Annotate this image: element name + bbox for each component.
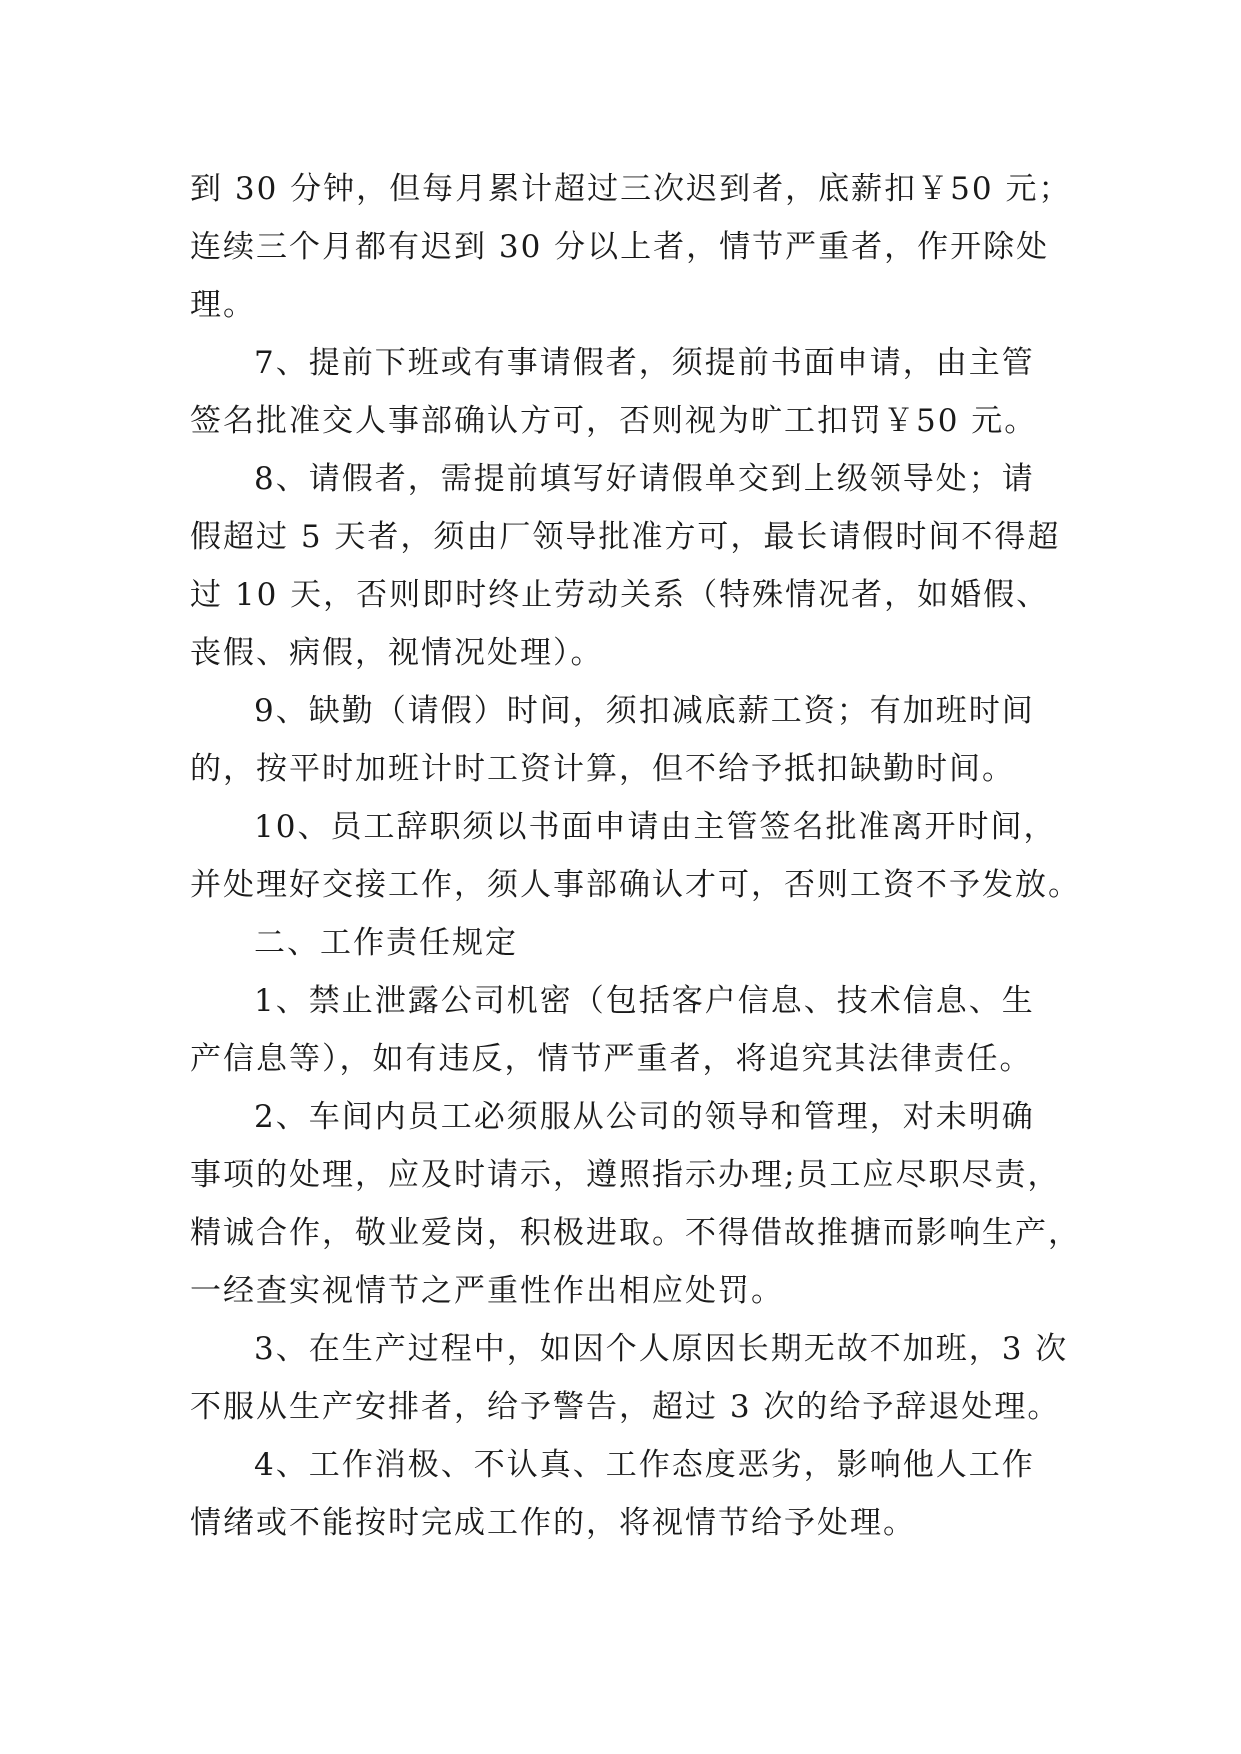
paragraph-3-start: 3、在生产过程中，如因个人原因长期无故不加班，3 次 (254, 1331, 1069, 1367)
document-page (190, 160, 1081, 1552)
text-line: 理。 (190, 287, 256, 323)
text-line: 不服从生产安排者，给予警告，超过 3 次的给予辞退处理。 (190, 1389, 1061, 1425)
paragraph-4-start: 4、工作消极、不认真、工作态度恶劣，影响他人工作 (254, 1447, 1035, 1483)
text-line: 到 30 分钟，但每月累计超过三次迟到者，底薪扣￥50 元； (190, 171, 1072, 207)
text-line: 签名批准交人事部确认方可，否则视为旷工扣罚￥50 元。 (190, 403, 1038, 439)
text-line: 并处理好交接工作，须人事部确认才可，否则工资不予发放。 (190, 867, 1081, 903)
text-line: 一经查实视情节之严重性作出相应处罚。 (190, 1273, 784, 1309)
text-line: 事项的处理，应及时请示，遵照指示办理;员工应尽职尽责， (190, 1157, 1061, 1193)
text-line: 过 10 天，否则即时终止劳动关系（特殊情况者，如婚假、 (190, 577, 1050, 613)
paragraph-2-start: 2、车间内员工必须服从公司的领导和管理，对未明确 (254, 1099, 1035, 1135)
text-line: 情绪或不能按时完成工作的，将视情节给予处理。 (190, 1505, 916, 1541)
text-line: 的，按平时加班计时工资计算，但不给予抵扣缺勤时间。 (190, 751, 1015, 787)
text-line: 连续三个月都有迟到 30 分以上者，情节严重者，作开除处 (190, 229, 1050, 265)
text-line: 精诚合作，敬业爱岗，积极进取。不得借故推搪而影响生产， (190, 1215, 1081, 1251)
text-line: 丧假、病假，视情况处理）。 (190, 635, 604, 671)
paragraph-10-start: 10、员工辞职须以书面申请由主管签名批准离开时间， (254, 809, 1057, 845)
paragraph-1-start: 1、禁止泄露公司机密（包括客户信息、技术信息、生 (254, 983, 1035, 1019)
text-line: 假超过 5 天者，须由厂领导批准方可，最长请假时间不得超 (190, 519, 1061, 555)
paragraph-9-start: 9、缺勤（请假）时间，须扣减底薪工资；有加班时间 (254, 693, 1035, 729)
paragraph-8-start: 8、请假者，需提前填写好请假单交到上级领导处；请 (254, 461, 1035, 497)
section-heading: 二、工作责任规定 (254, 925, 518, 961)
paragraph-7-start: 7、提前下班或有事请假者，须提前书面申请，由主管 (254, 345, 1035, 381)
text-line: 产信息等），如有违反，情节严重者，将追究其法律责任。 (190, 1041, 1033, 1077)
